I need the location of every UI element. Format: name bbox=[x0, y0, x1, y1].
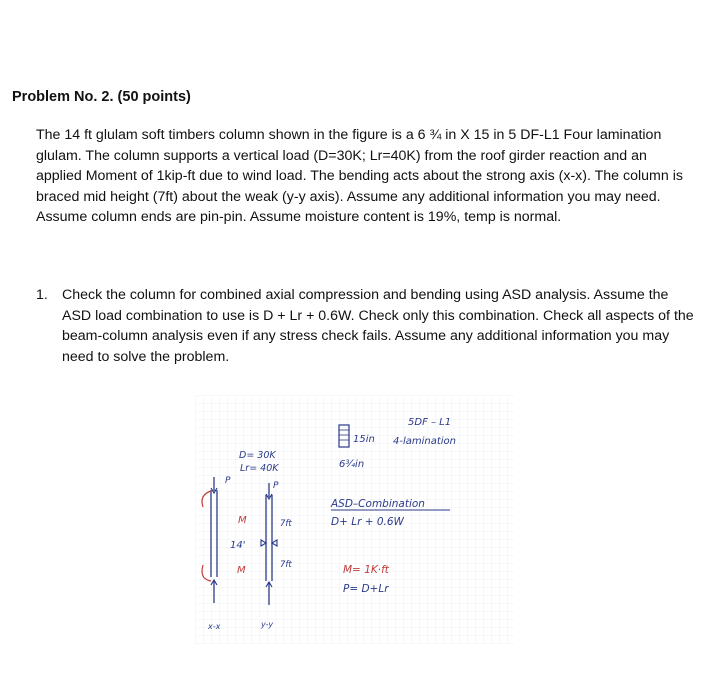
combo-formula: D+ Lr + 0.6W bbox=[331, 516, 404, 528]
axis-weak-label: y-y bbox=[261, 620, 274, 629]
load-p-y-label: P bbox=[273, 481, 279, 491]
problem-statement: The 14 ft glulam soft timbers column shown in the figure is a 6 ¾ in X 15 in 5 DF-L1 Four lamination glulam. The column supports a vertical load (D=30K; Lr=40K) from the roof girder reaction and an applied Moment of 1kip-ft due to wind load. The bending acts about the strong axis (x-x). The column is braced mid height (7ft) about the weak (y-y axis). Assume any additional information you may need. Assume column ends are pin-pin. Assume moisture content is 19%, temp is normal. bbox=[36, 127, 683, 225]
length-top-half-label: 7ft bbox=[280, 519, 292, 529]
column-sketch bbox=[195, 395, 515, 645]
load-value-label: P= D+Lr bbox=[343, 583, 389, 595]
combo-title: ASD–Combination bbox=[331, 498, 425, 510]
load-p-x-label: P bbox=[225, 476, 231, 486]
length-total-label: 14' bbox=[230, 540, 246, 551]
moment-value-label: M= 1K·ft bbox=[343, 564, 389, 576]
section-width-label: 6¾in bbox=[339, 459, 365, 470]
axis-strong-label: x-x bbox=[208, 622, 221, 631]
dead-load-label: D= 30K bbox=[239, 450, 276, 461]
moment-bottom-label: M bbox=[237, 565, 246, 576]
question-number: 1. bbox=[36, 287, 48, 303]
question-text: Check the column for combined axial compression and bending using ASD analysis. Assume the ASD load combination to use is D + Lr + 0.6W. Check only this combination. Check all aspects of the beam-column analysis even if any stress check fails. Assume any additional information you may need to solve the problem. bbox=[62, 287, 694, 365]
lamination-label: 4-lamination bbox=[393, 436, 457, 447]
length-bottom-half-label: 7ft bbox=[280, 560, 292, 570]
problem-heading: Problem No. 2. (50 points) bbox=[12, 89, 191, 105]
question-item bbox=[36, 285, 696, 367]
question-list bbox=[36, 285, 696, 367]
column-sketch-canvas bbox=[195, 395, 515, 645]
section-depth-label: 15in bbox=[353, 434, 375, 445]
moment-top-label: M bbox=[238, 515, 247, 526]
material-grade-label: 5DF – L1 bbox=[408, 417, 452, 428]
live-roof-load-label: Lr= 40K bbox=[240, 463, 279, 474]
